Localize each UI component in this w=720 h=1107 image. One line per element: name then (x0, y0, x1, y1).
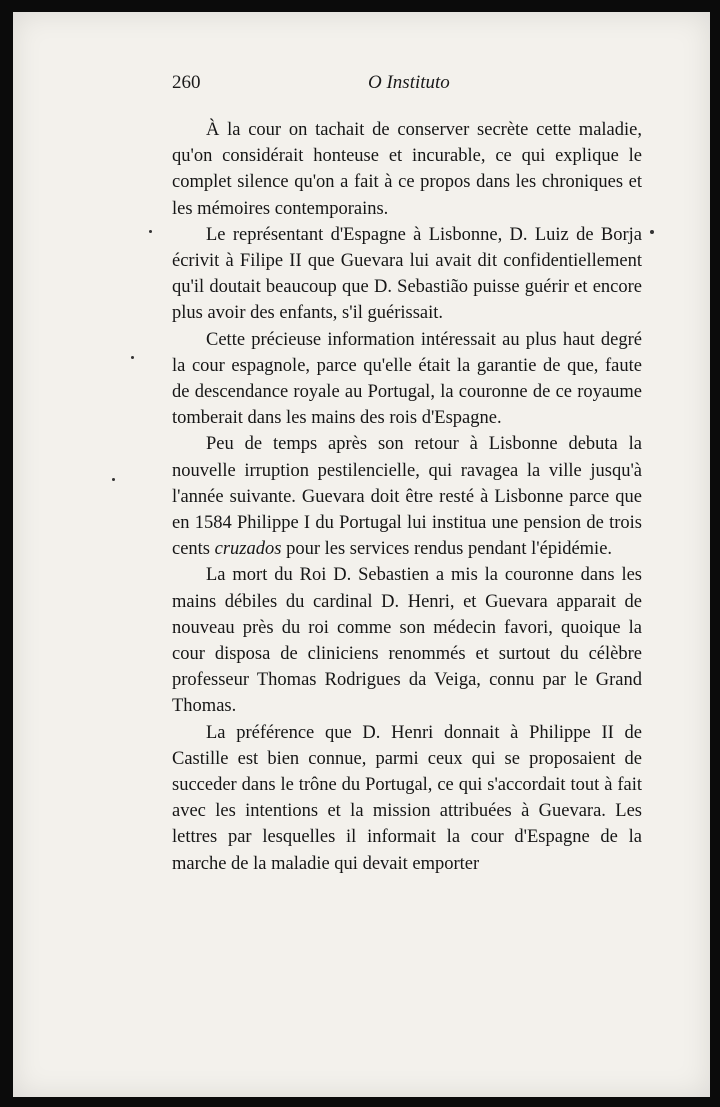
paragraph-5 (172, 562, 642, 719)
paragraph-text: Cette précieuse information intéressait au plus haut degré la cour espagnole, parce qu'elle était la garantie de que, faute de descendance royale au Portugal, la couronne de ce royaume tomberait dans les mains des rois d'Espagne. (172, 329, 642, 429)
body-text (172, 117, 642, 877)
paragraph-3 (172, 327, 642, 432)
paragraph-text: À la cour on tachait de conserver secrète cette maladie, qu'on considérait honteuse et incurable, ce qui explique le complet silence qu'on a fait à ce propos dans les chroniques et les mémoires contemporains. (172, 120, 642, 219)
page-number: 260 (172, 72, 201, 93)
paragraph-2 (172, 222, 642, 327)
paragraph-text: La préférence que D. Henri donnait à Philippe II de Castille est bien connue, parmi ceux qui se proposaient de succeder dans le trône du Portugal, ce qui s'accordait tout à fait avec les intentions et la mission attribuées à Guevara. Les lettres par lesquelles il informait la cour d'Espagne de la marche de la maladie qui devait emporter (172, 722, 642, 874)
paragraph-text: pour les services rendus pendant l'épidémie. (281, 539, 613, 560)
ink-speck (112, 478, 115, 481)
paragraph-4 (172, 431, 642, 562)
ink-speck (650, 230, 654, 234)
paragraph-6 (172, 720, 642, 877)
page-header (172, 72, 642, 98)
paragraph-text: Peu de temps après son retour à Lisbonne debuta la nouvelle irruption pestilencielle, qui ravagea la ville jusqu'à l'année suivante. Guevara doit être resté à Lisbonne parce que en 1584 Philippe I du Portugal lui institua une pension de trois cents (172, 434, 642, 560)
paragraph-text: Le représentant d'Espagne à Lisbonne, D. Luiz de Borja écrivit à Filipe II que Guevara lui avait dit confidentiellement qu'il doutait beaucoup que D. Sebastião puisse guérir et encore plus avoir des enfants, s'il guérissait. (172, 224, 642, 324)
ink-speck (149, 230, 152, 233)
ink-speck (131, 356, 134, 359)
paragraph-1 (172, 117, 642, 222)
italic-term: cruzados (214, 539, 282, 560)
paragraph-text: La mort du Roi D. Sebastien a mis la couronne dans les mains débiles du cardinal D. Henri, et Guevara apparait de nouveau près du roi comme son médecin favori, quoique la cour disposa de cliniciens renommés et surtout du célèbre professeur Thomas Rodrigues da Veiga, connu par le Grand Thomas. (172, 565, 642, 717)
running-title: O Instituto (368, 72, 450, 93)
